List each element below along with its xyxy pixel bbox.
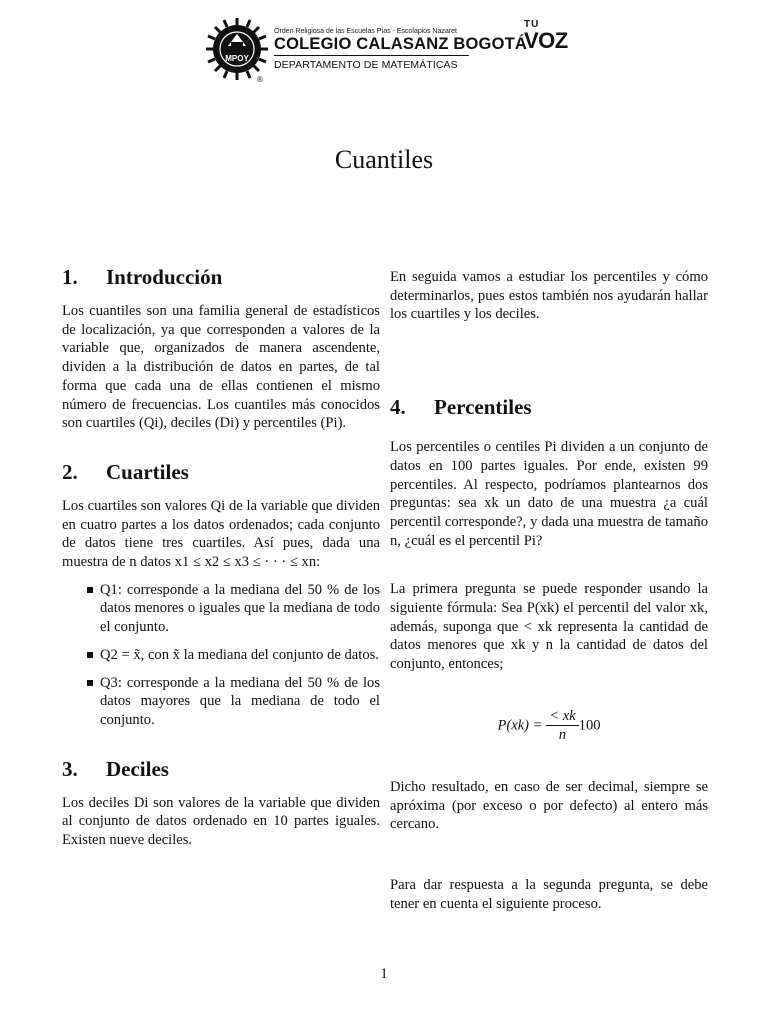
school-name: COLEGIO CALASANZ BOGOTÁ <box>274 35 528 53</box>
percentiles-paragraph-1: Los percentiles o centiles Pi dividen a un conjunto de datos en 100 partes iguales. Por ende, existen 99 percentiles. Al respecto, podríamos plantearnos dos preguntas: sea xk un dato de una muestra ¿a cuál percentil corresponde?, y dada una muestra de tamaño n, ¿cuál es el percentil Pi? <box>390 439 708 549</box>
registered-mark: ® <box>257 75 263 84</box>
formula-denominator: n <box>558 726 567 743</box>
department-name: DEPARTAMENTO DE MATEMÁTICAS <box>274 59 458 71</box>
tu-voz-logo-bottom: VOZ <box>524 28 568 53</box>
section-number: 2. <box>62 459 78 484</box>
list-item <box>62 581 380 637</box>
formula-fraction <box>546 708 578 744</box>
formula-factor: 100 <box>578 717 601 734</box>
formula-numerator: < xk <box>546 708 578 726</box>
header-rule <box>274 55 469 56</box>
right-intro-paragraph: En seguida vamos a estudiar los percentiles y cómo determinarlos, pues estos también nos ayudarán hallar los cuartiles y los deciles. <box>390 269 708 323</box>
deciles-paragraph: Los deciles Di son valores de la variable que dividen al conjunto de datos ordenado en 10 partes iguales. Existen nueve deciles. <box>62 794 380 849</box>
section-title: Deciles <box>106 756 169 781</box>
right-column <box>390 264 708 913</box>
section-number: 3. <box>62 756 78 781</box>
bullet-square-icon <box>87 587 93 593</box>
school-seal-logo <box>204 16 270 82</box>
tu-voz-logo-top: TU <box>524 19 540 30</box>
cuartiles-paragraph: Los cuartiles son valores Qi de la variable que dividen en cuatro partes a los datos ordenados; cada conjunto de datos tiene tres cuartiles. Así pues, dada una muestra de n datos x1 ≤ x2 ≤ x3 ≤ · · · ≤ xn: <box>62 497 380 571</box>
list-item <box>62 674 380 730</box>
religious-order-line: Orden Religiosa de las Escuelas Pías - Escolapios Nazaret <box>274 26 457 35</box>
section-heading-cuartiles <box>62 459 380 485</box>
list-item <box>62 646 380 665</box>
tu-voz-logo <box>524 19 568 53</box>
section-heading-percentiles <box>390 394 708 420</box>
seal-text: MPOY <box>225 54 249 63</box>
document-title: Cuantiles <box>334 145 434 174</box>
list-item-text: Q1: corresponde a la mediana del 50 % de los datos menores o iguales que la mediana de todo el conjunto. <box>100 581 380 636</box>
section-heading-introduccion <box>62 264 380 290</box>
percentiles-paragraph-2: La primera pregunta se puede responder usando la siguiente fórmula: Sea P(xk) el percentil del valor xk, además, suponga que < xk representa la cantidad de datos menores que xk y n la cantidad de datos del conjunto, entonces; <box>390 581 708 673</box>
section-title: Cuartiles <box>106 459 189 484</box>
left-column <box>62 264 380 850</box>
page-header <box>204 14 624 90</box>
list-item-text: Q2 = x̃, con x̃ la mediana del conjunto de datos. <box>100 646 379 663</box>
percentile-formula <box>390 708 708 748</box>
section-title: Percentiles <box>434 395 532 420</box>
school-name-block <box>274 26 528 71</box>
bullet-square-icon <box>87 652 93 658</box>
section-title: Introducción <box>106 265 223 289</box>
section-number: 1. <box>62 265 78 289</box>
section-number: 4. <box>390 395 406 420</box>
percentiles-paragraph-3: Dicho resultado, en caso de ser decimal, siempre se apróxima (por exceso o por defecto) al entero más cercano. <box>390 778 708 833</box>
cuartiles-list <box>62 581 380 730</box>
percentiles-paragraph-4: Para dar respuesta a la segunda pregunta, se debe tener en cuenta el siguiente proceso. <box>390 876 708 912</box>
list-item-text: Q3: corresponde a la mediana del 50 % de los datos mayores que la mediana de todo el conjunto. <box>100 674 380 728</box>
bullet-square-icon <box>87 680 93 686</box>
formula-lhs: P(xk) = <box>497 717 543 734</box>
page-number: 1 <box>380 966 388 982</box>
section-heading-deciles <box>62 756 380 782</box>
intro-paragraph: Los cuantiles son una familia general de estadísticos de localización, ya que corresponden a valores de la variable que, organizados de manera ascendente, dividen a la distribución de datos en partes, de tal forma que cada una de ellas contienen el mismo número de frecuencias. Los cuantiles más conocidos son cuartiles (Qi), deciles (Di) y percentiles (Pi). <box>62 303 380 432</box>
